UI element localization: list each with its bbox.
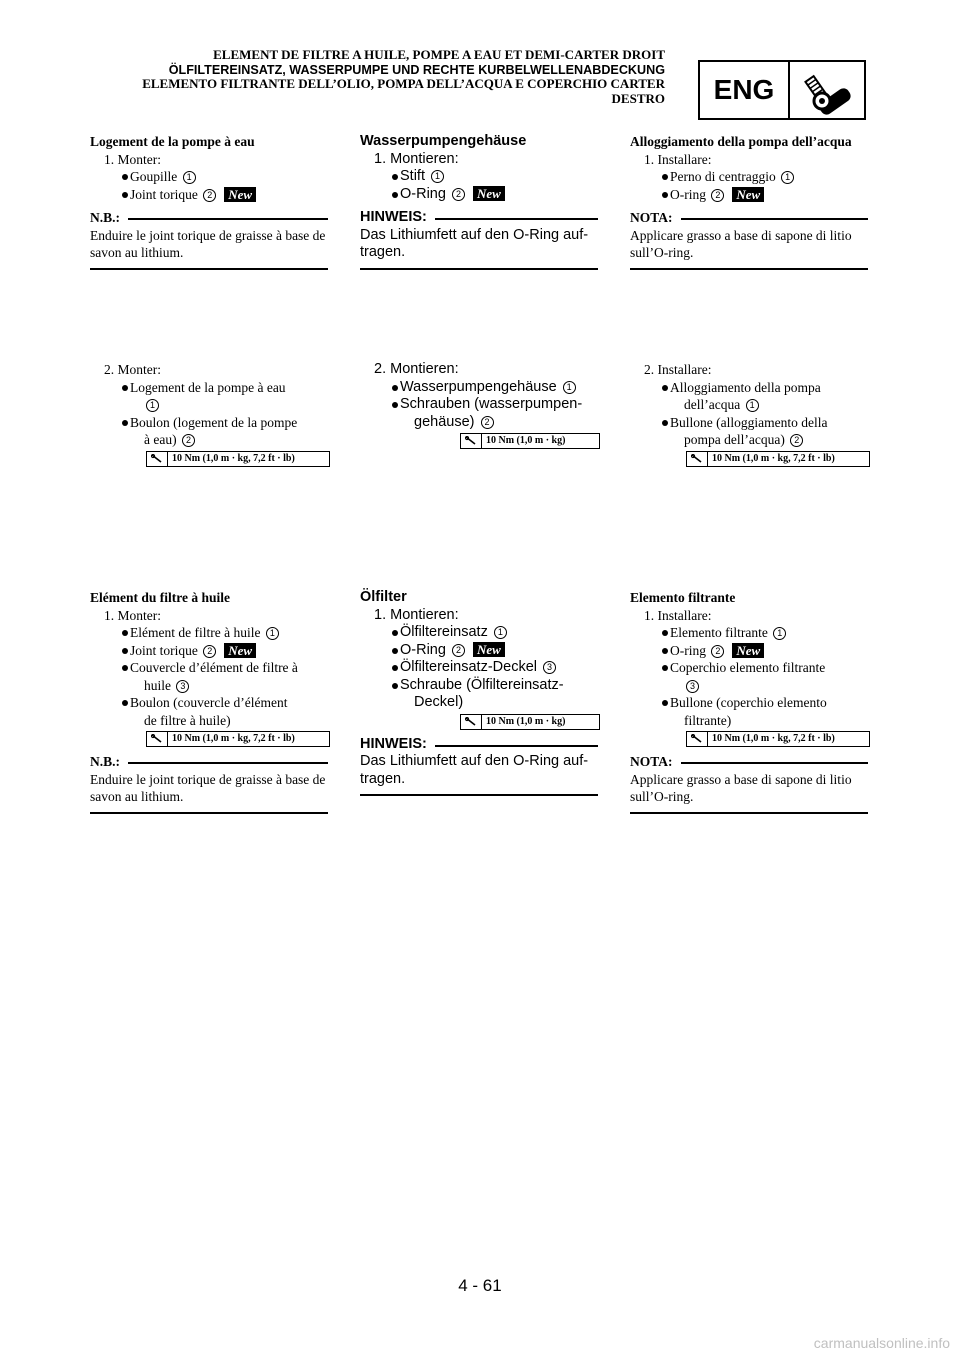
list-item: Stift 1 (360, 168, 598, 186)
new-part-badge: New (224, 187, 256, 202)
note-divider (90, 268, 328, 270)
new-part-badge: New (224, 643, 256, 658)
list-item-cont: pompa dell’acqua) 2 (630, 431, 868, 449)
it-install-housing (630, 361, 868, 467)
wrench-icon (461, 434, 482, 448)
title-line-de: ÖLFILTEREINSATZ, WASSERPUMPE UND RECHTE KURBELWELLENABDECKUNG (168, 62, 665, 77)
list-item-cont: de filtre à huile) (144, 712, 231, 728)
list-item: Boulon (logement de la pompe (90, 414, 328, 432)
de-water-pump-housing (360, 133, 598, 270)
list-item-cont: Deckel) (414, 694, 464, 710)
list-item: Schrauben (wasserpumpen- (360, 396, 598, 414)
it-note-heading: NOTA: (630, 753, 868, 771)
chapter-badge (698, 60, 866, 120)
fr-section-heading: Logement de la pompe à eau (90, 134, 255, 149)
torque-spec: 10 Nm (1,0 m · kg, 7,2 ft · lb) (686, 451, 870, 467)
chapter-badge-label: ENG (700, 62, 790, 118)
engine-icon (790, 62, 864, 118)
title-line-it: ELEMENTO FILTRANTE DELL’OLIO, POMPA DELL’ACQUA E COPERCHIO CARTER (142, 76, 665, 91)
list-item: Boulon (couvercle d’élément (90, 694, 328, 712)
note-divider (630, 268, 868, 270)
list-item-cont: dell’acqua 1 (630, 396, 868, 414)
wrench-icon (687, 452, 708, 466)
fr-step: 1. Monter: (104, 607, 161, 623)
list-item-cont: gehäuse) 2 (360, 414, 598, 432)
torque-spec: 10 Nm (1,0 m · kg, 7,2 ft · lb) (146, 451, 330, 467)
de-section-heading: Ölfilter (360, 589, 407, 605)
list-item: Couvercle d’élément de filtre à (90, 659, 328, 677)
de-note-text: Das Lithiumfett auf den O-Ring auf-tragen. (360, 753, 589, 787)
list-item: Joint torique 2 New (90, 186, 328, 204)
de-step: 1. Montieren: (374, 606, 459, 623)
fr-step: 1. Monter: (104, 151, 161, 167)
fr-water-pump-housing (90, 133, 328, 270)
fr-install-housing (90, 361, 328, 467)
page-number: 4 - 61 (458, 1276, 502, 1295)
new-part-badge: New (732, 643, 764, 658)
list-item: Wasserpumpengehäuse 1 (360, 379, 598, 397)
it-note-text: Applicare grasso a base di sapone di litio sull’O-ring. (630, 227, 852, 260)
it-step: 1. Installare: (644, 151, 712, 167)
list-item: Goupille 1 (90, 168, 328, 186)
list-item-cont: filtrante) (684, 712, 732, 728)
it-oil-filter (630, 589, 868, 814)
de-section-heading: Wasserpumpengehäuse (360, 133, 527, 149)
list-item: Schraube (Ölfiltereinsatz- (360, 677, 598, 695)
list-item: Alloggiamento della pompa (630, 379, 868, 397)
list-item: O-ring 2 New (630, 642, 868, 660)
wrench-icon (147, 732, 168, 746)
list-item-cont: 1 (90, 396, 328, 414)
title-line-it-cont: DESTRO (611, 90, 665, 106)
de-note-heading: HINWEIS: (360, 209, 598, 227)
title-line-fr: ELEMENT DE FILTRE A HUILE, POMPE A EAU ET DEMI-CARTER DROIT (213, 47, 665, 62)
wrench-icon (147, 452, 168, 466)
list-item-cont: huile 3 (90, 677, 328, 695)
note-divider (90, 812, 328, 814)
list-item: Ölfiltereinsatz-Deckel 3 (360, 659, 598, 677)
torque-spec: 10 Nm (1,0 m · kg) (460, 433, 600, 449)
wrench-icon (687, 732, 708, 746)
it-note-heading: NOTA: (630, 209, 868, 227)
list-item: Logement de la pompe à eau (90, 379, 328, 397)
it-step: 1. Installare: (644, 607, 712, 623)
fr-section-heading: Elément du filtre à huile (90, 590, 230, 605)
de-install-housing (360, 361, 598, 449)
watermark: carmanualsonline.info (813, 1335, 950, 1351)
list-item: Elément de filtre à huile 1 (90, 624, 328, 642)
fr-note-heading: N.B.: (90, 753, 328, 771)
list-item: Perno di centraggio 1 (630, 168, 868, 186)
wrench-icon (461, 715, 482, 729)
it-note-text: Applicare grasso a base di sapone di litio sull’O-ring. (630, 771, 852, 804)
list-item: Elemento filtrante 1 (630, 624, 868, 642)
list-item: O-ring 2 New (630, 186, 868, 204)
de-step: 2. Montieren: (374, 361, 459, 377)
torque-spec: 10 Nm (1,0 m · kg, 7,2 ft · lb) (146, 731, 330, 747)
list-item: O-Ring 2 New (360, 642, 598, 660)
torque-spec: 10 Nm (1,0 m · kg, 7,2 ft · lb) (686, 731, 870, 747)
list-item: Bullone (alloggiamento della (630, 414, 868, 432)
de-step: 1. Montieren: (374, 150, 459, 167)
list-item-cont: 3 (630, 677, 868, 695)
list-item: Ölfiltereinsatz 1 (360, 624, 598, 642)
list-item: Bullone (coperchio elemento (630, 694, 868, 712)
note-divider (630, 812, 868, 814)
note-divider (360, 794, 598, 796)
de-oil-filter (360, 589, 598, 796)
it-water-pump-housing (630, 133, 868, 270)
it-section-heading: Alloggiamento della pompa dell’acqua (630, 134, 852, 149)
list-item-cont: à eau) 2 (90, 431, 328, 449)
new-part-badge: New (473, 186, 505, 201)
note-divider (360, 268, 598, 270)
fr-oil-filter (90, 589, 328, 814)
new-part-badge: New (473, 642, 505, 657)
fr-note-text: Enduire le joint torique de graisse à base de savon au lithium. (90, 771, 326, 804)
fr-note-text: Enduire le joint torique de graisse à base de savon au lithium. (90, 227, 326, 260)
new-part-badge: New (732, 187, 764, 202)
section-title (45, 48, 665, 106)
fr-step: 2. Monter: (104, 362, 161, 377)
torque-spec: 10 Nm (1,0 m · kg) (460, 714, 600, 730)
it-step: 2. Installare: (644, 362, 712, 377)
fr-note-heading: N.B.: (90, 209, 328, 227)
de-note-heading: HINWEIS: (360, 736, 598, 754)
it-section-heading: Elemento filtrante (630, 590, 736, 605)
list-item: Coperchio elemento filtrante (630, 659, 868, 677)
de-note-text: Das Lithiumfett auf den O-Ring auf-tragen. (360, 226, 589, 260)
list-item: Joint torique 2 New (90, 642, 328, 660)
list-item: O-Ring 2 New (360, 186, 598, 204)
